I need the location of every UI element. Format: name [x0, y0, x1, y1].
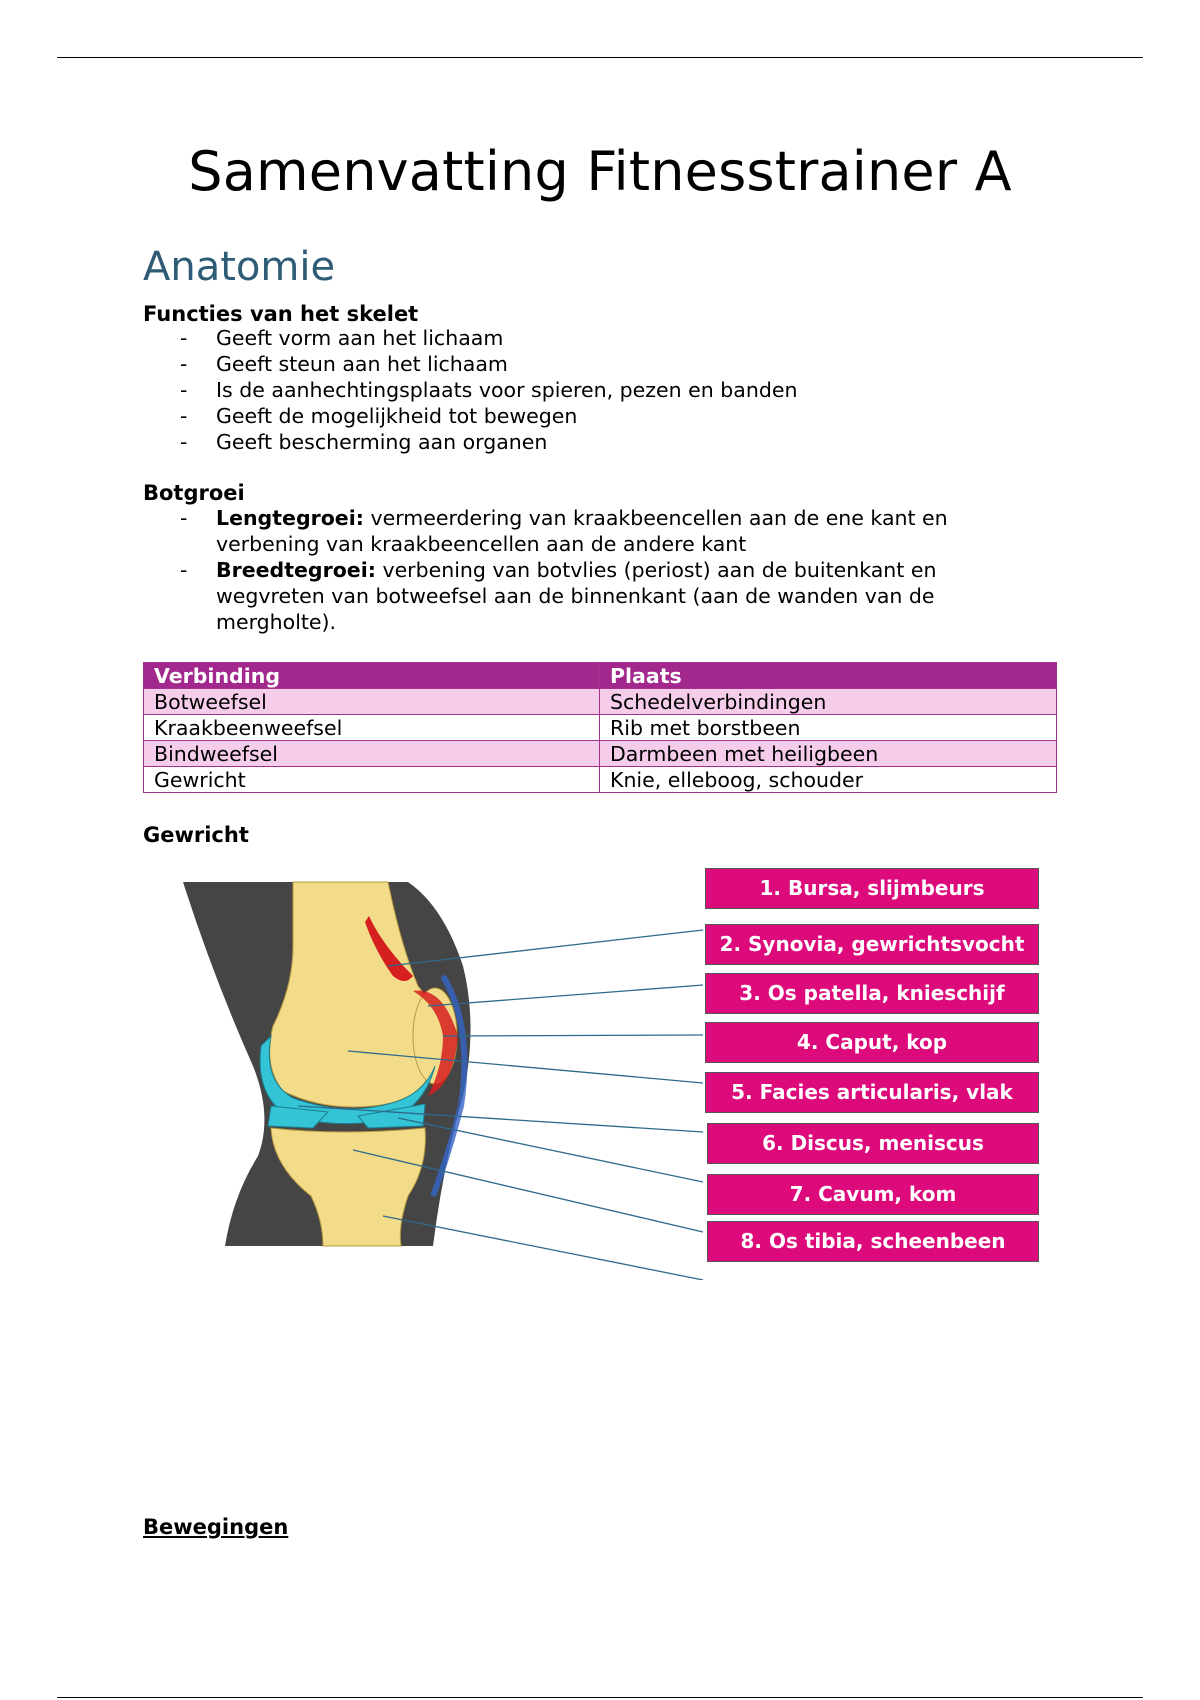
- label-cavum: 7. Cavum, kom: [707, 1174, 1039, 1215]
- term-lengtegroei: Lengtegroei:: [216, 506, 364, 530]
- leader-line: [443, 1035, 703, 1036]
- column-header-plaats: Plaats: [600, 663, 1057, 689]
- bullet-dash: -: [180, 378, 188, 402]
- verbinding-table: [143, 662, 1057, 793]
- table-header-row: [144, 663, 1057, 689]
- list-item: - Geeft vorm aan het lichaam: [180, 326, 504, 350]
- table-cell: Botweefsel: [144, 689, 600, 715]
- heading-botgroei: Botgroei: [143, 481, 245, 505]
- table-cell: Darmbeen met heiligbeen: [600, 741, 1057, 767]
- section-heading-anatomie: Anatomie: [143, 244, 336, 290]
- bullet-dash: -: [180, 326, 188, 350]
- leader-line: [383, 1216, 703, 1280]
- table-row: [144, 741, 1057, 767]
- table-cell: Kraakbeenweefsel: [144, 715, 600, 741]
- label-discus: 6. Discus, meniscus: [707, 1123, 1039, 1164]
- label-tibia: 8. Os tibia, scheenbeen: [707, 1221, 1039, 1262]
- bullet-dash: -: [180, 430, 188, 454]
- label-bursa: 1. Bursa, slijmbeurs: [705, 868, 1039, 909]
- table-row: [144, 689, 1057, 715]
- bullet-dash: -: [180, 352, 188, 376]
- document-title: Samenvatting Fitnesstrainer A: [188, 140, 1012, 203]
- bullet-dash: -: [180, 506, 188, 530]
- footer-rule: [57, 1697, 1143, 1698]
- label-caput: 4. Caput, kop: [705, 1022, 1039, 1063]
- list-item: - Geeft de mogelijkheid tot bewegen: [180, 404, 578, 428]
- bullet-dash: -: [180, 404, 188, 428]
- table-row: [144, 767, 1057, 793]
- table-cell: Knie, elleboog, schouder: [600, 767, 1057, 793]
- table-cell: Rib met borstbeen: [600, 715, 1057, 741]
- header-rule: [57, 57, 1143, 58]
- table-cell: Bindweefsel: [144, 741, 600, 767]
- table-cell: Schedelverbindingen: [600, 689, 1057, 715]
- heading-bewegingen: Bewegingen: [143, 1515, 289, 1539]
- column-header-verbinding: Verbinding: [144, 663, 600, 689]
- heading-functies-skelet: Functies van het skelet: [143, 302, 419, 326]
- label-facies: 5. Facies articularis, vlak: [705, 1072, 1039, 1113]
- term-breedtegroei: Breedtegroei:: [216, 558, 376, 582]
- list-item: - Geeft steun aan het lichaam: [180, 352, 508, 376]
- botgroei-list: [180, 505, 1050, 635]
- bullet-dash: -: [180, 558, 188, 582]
- list-item: - Geeft bescherming aan organen: [180, 430, 548, 454]
- leader-line: [428, 985, 703, 1006]
- label-synovia: 2. Synovia, gewrichtsvocht: [705, 924, 1039, 965]
- list-item: - Breedtegroei: verbening van botvlies (periost) aan de buitenkant en wegvreten van botweefsel aan de binnenkant (aan de wanden van de mergholte).: [180, 558, 937, 634]
- skelet-function-list: [180, 325, 797, 455]
- table-cell: Gewricht: [144, 767, 600, 793]
- table-row: [144, 715, 1057, 741]
- list-item: - Lengtegroei: vermeerdering van kraakbeencellen aan de ene kant en verbening van kraakbeencellen aan de andere kant: [180, 506, 948, 556]
- heading-gewricht: Gewricht: [143, 823, 249, 847]
- list-item: - Is de aanhechtingsplaats voor spieren, pezen en banden: [180, 378, 798, 402]
- label-patella: 3. Os patella, knieschijf: [705, 973, 1039, 1014]
- knee-joint-figure: [143, 866, 1057, 1280]
